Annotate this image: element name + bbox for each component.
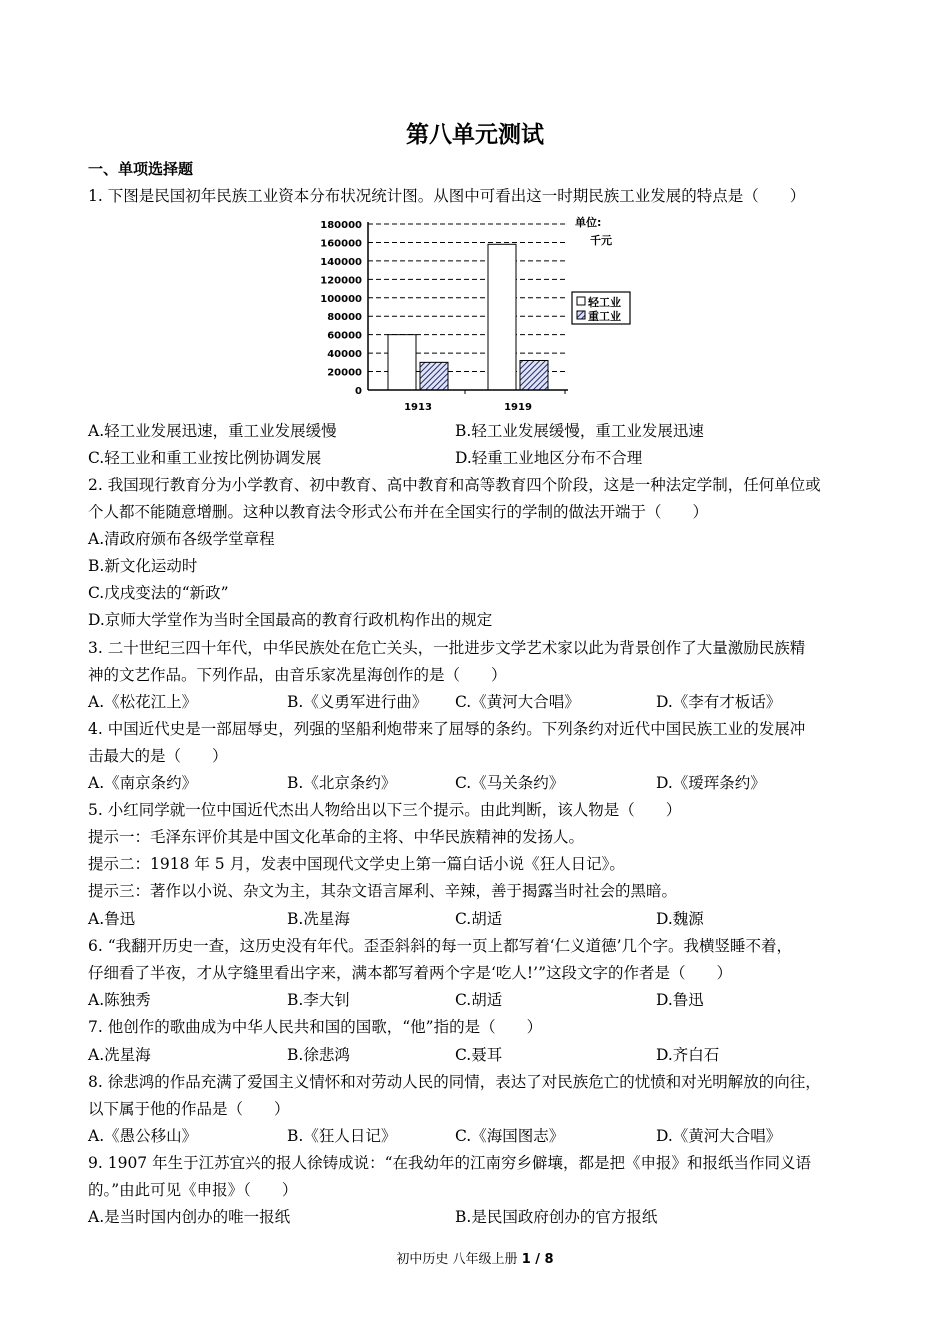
q9-stem-line1: 9. 1907 年生于江苏宜兴的报人徐铸成说：“在我幼年的江南穷乡僻壤，都是把《申报》和报纸当作同义语	[88, 1154, 812, 1172]
y-tick-label: 140000	[320, 256, 362, 268]
q7-option-a[interactable]: A.冼星海	[88, 1046, 151, 1064]
legend-label-heavy: 重工业	[588, 310, 621, 323]
q4-stem-line1: 4. 中国近代史是一部屈辱史，列强的坚船利炮带来了屈辱的条约。下列条约对近代中国民族工业的发展冲	[88, 720, 806, 738]
q7-stem: 7. 他创作的歌曲成为中华人民共和国的国歌，“他”指的是（ ）	[88, 1018, 543, 1036]
page-footer	[0, 1248, 950, 1267]
q6-option-c[interactable]: C.胡适	[455, 991, 503, 1009]
q9-option-b[interactable]: B.是民国政府创办的官方报纸	[455, 1208, 658, 1226]
y-axis-ticks	[320, 220, 362, 397]
q5-option-a[interactable]: A.鲁迅	[88, 910, 136, 928]
q5-hint-3: 提示三：著作以小说、杂文为主，其杂文语言犀利、辛辣，善于揭露当时社会的黑暗。	[88, 882, 678, 900]
q1-option-b[interactable]: B.轻工业发展缓慢，重工业发展迅速	[455, 422, 704, 440]
q6-stem-line2: 仔细看了半夜，才从字缝里看出字来，满本都写着两个字是‘吃人!’”这段文字的作者是（ ）	[88, 964, 733, 982]
y-tick-label: 120000	[320, 275, 362, 287]
footer-text: 初中历史 八年级上册	[396, 1252, 522, 1267]
legend-swatch-light	[577, 297, 585, 305]
x-tick-label: 1919	[504, 402, 532, 413]
q2-stem-line2: 个人都不能随意增删。这种以教育法令形式公布并在全国实行的学制的做法开端于（ ）	[88, 503, 709, 521]
q6-option-d[interactable]: D.鲁迅	[656, 991, 704, 1009]
q5-hint-1: 提示一：毛泽东评价其是中国文化革命的主将、中华民族精神的发扬人。	[88, 828, 585, 846]
legend-swatch-heavy	[577, 311, 585, 319]
q2-option-b[interactable]: B.新文化运动时	[88, 557, 198, 575]
q6-option-a[interactable]: A.陈独秀	[88, 991, 151, 1009]
q1-option-a[interactable]: A.轻工业发展迅速，重工业发展缓慢	[88, 422, 337, 440]
q1-stem: 1. 下图是民国初年民族工业资本分布状况统计图。从图中可看出这一时期民族工业发展的特点是（ ）	[88, 187, 806, 205]
q8-option-c[interactable]: C.《海国图志》	[455, 1127, 565, 1145]
q9-stem-line2: 的。”由此可见《申报》（ ）	[88, 1181, 298, 1199]
section-heading: 一、单项选择题	[88, 160, 194, 178]
q5-option-b[interactable]: B.冼星海	[287, 910, 350, 928]
q7-option-b[interactable]: B.徐悲鸿	[287, 1046, 350, 1064]
q3-option-c[interactable]: C.《黄河大合唱》	[455, 693, 580, 711]
page-number: 1 / 8	[521, 1252, 554, 1267]
y-tick-label: 40000	[327, 349, 362, 361]
q3-option-a[interactable]: A.《松花江上》	[88, 693, 198, 711]
q4-option-a[interactable]: A.《南京条约》	[88, 774, 198, 792]
legend-label-light: 轻工业	[588, 296, 621, 309]
capital-distribution-chart	[318, 214, 638, 414]
q8-option-d[interactable]: D.《黄河大合唱》	[656, 1127, 782, 1145]
q2-option-a[interactable]: A.清政府颁布各级学堂章程	[88, 530, 275, 548]
q3-option-d[interactable]: D.《李有才板话》	[656, 693, 782, 711]
y-tick-label: 80000	[327, 312, 362, 324]
y-tick-label: 100000	[320, 293, 362, 305]
q5-option-c[interactable]: C.胡适	[455, 910, 503, 928]
q1-option-d[interactable]: D.轻重工业地区分布不合理	[455, 449, 643, 467]
q2-option-c[interactable]: C.戊戌变法的“新政”	[88, 584, 229, 602]
bar-heavy-1919	[520, 360, 548, 390]
q7-option-d[interactable]: D.齐白石	[656, 1046, 720, 1064]
bar-light-1913	[388, 335, 416, 390]
q2-stem-line1: 2. 我国现行教育分为小学教育、初中教育、高中教育和高等教育四个阶段，这是一种法定学制，任何单位或	[88, 476, 821, 494]
q7-option-c[interactable]: C.聂耳	[455, 1046, 503, 1064]
x-axis-ticks	[404, 390, 565, 413]
q6-stem-line1: 6. “我翻开历史一查，这历史没有年代。歪歪斜斜的每一页上都写着‘仁义道德’几个字。我横竖睡不着，	[88, 937, 792, 955]
bar-light-1919	[488, 244, 516, 390]
q3-stem-line1: 3. 二十世纪三四十年代，中华民族处在危亡关头，一批进步文学艺术家以此为背景创作了大量激励民族精	[88, 639, 806, 657]
q4-option-b[interactable]: B.《北京条约》	[287, 774, 397, 792]
q3-option-b[interactable]: B.《义勇军进行曲》	[287, 693, 428, 711]
q8-option-b[interactable]: B.《狂人日记》	[287, 1127, 397, 1145]
q5-hint-2: 提示二：1918 年 5 月，发表中国现代文学史上第一篇白话小说《狂人日记》。	[88, 855, 625, 873]
q9-option-a[interactable]: A.是当时国内创办的唯一报纸	[88, 1208, 291, 1226]
bar-heavy-1913	[420, 362, 448, 390]
chart-bars	[388, 244, 548, 390]
y-tick-label: 160000	[320, 238, 362, 250]
q4-option-d[interactable]: D.《瑷珲条约》	[656, 774, 766, 792]
q8-option-a[interactable]: A.《愚公移山》	[88, 1127, 198, 1145]
unit-label: 单位:	[575, 216, 602, 229]
q3-stem-line2: 神的文艺作品。下列作品，由音乐家冼星海创作的是（ ）	[88, 666, 507, 684]
q2-option-d[interactable]: D.京师大学堂作为当时全国最高的教育行政机构作出的规定	[88, 611, 493, 629]
q4-stem-line2: 击最大的是（ ）	[88, 747, 228, 765]
q1-option-c[interactable]: C.轻工业和重工业按比例协调发展	[88, 449, 322, 467]
q5-stem: 5. 小红同学就一位中国近代杰出人物给出以下三个提示。由此判断，该人物是（ ）	[88, 801, 682, 819]
y-tick-label: 180000	[320, 220, 362, 231]
x-tick-label: 1913	[404, 402, 432, 413]
y-tick-label: 20000	[327, 367, 362, 379]
q6-option-b[interactable]: B.李大钊	[287, 991, 350, 1009]
page-title: 第八单元测试	[406, 122, 544, 148]
q5-option-d[interactable]: D.魏源	[656, 910, 704, 928]
q8-stem-line2: 以下属于他的作品是（ ）	[88, 1100, 290, 1118]
y-tick-label: 60000	[327, 330, 362, 342]
y-tick-label: 0	[355, 386, 362, 397]
unit-value: 千元	[590, 234, 612, 247]
q4-option-c[interactable]: C.《马关条约》	[455, 774, 565, 792]
chart-legend	[572, 292, 630, 324]
q8-stem-line1: 8. 徐悲鸿的作品充满了爱国主义情怀和对劳动人民的同情，表达了对民族危亡的忧愤和对光明解放的向往，	[88, 1073, 821, 1091]
